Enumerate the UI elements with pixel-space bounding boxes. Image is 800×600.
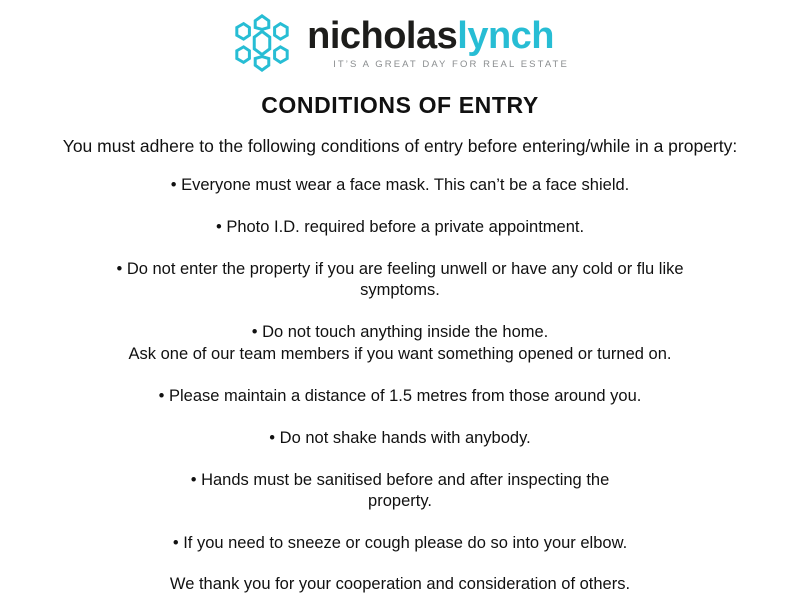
bullet-glyph: •: [215, 218, 222, 237]
closing-text: We thank you for your cooperation and consideration of others.: [169, 575, 631, 594]
list-item: [40, 322, 760, 364]
list-item-line1: Do not touch anything inside the home.: [262, 323, 549, 342]
list-item-line1: If you need to sneeze or cough please do so into your elbow.: [183, 534, 628, 553]
list-item-line1: Please maintain a distance of 1.5 metres from those around you.: [169, 386, 642, 405]
logo-wordmark: [307, 14, 569, 70]
bullet-glyph: •: [116, 260, 123, 279]
bullet-glyph: •: [172, 534, 179, 553]
list-item-line2: symptoms.: [360, 281, 440, 300]
conditions-list: [0, 175, 800, 554]
list-item: [40, 428, 760, 449]
list-item: [40, 259, 760, 301]
bullet-glyph: •: [170, 176, 177, 194]
list-item-line1: Do not shake hands with anybody.: [279, 428, 531, 447]
list-item-line1: Hands must be sanitised before and after inspecting the: [201, 470, 610, 489]
logo-tagline: IT’S A GREAT DAY FOR REAL ESTATE: [333, 58, 569, 70]
list-item-line2: Ask one of our team members if you want something opened or turned on.: [128, 344, 672, 363]
list-item-line1: Everyone must wear a face mask. This can’t be a face shield.: [181, 176, 630, 194]
snowflake-hexagon-logo-mark-icon: [231, 12, 293, 74]
bullet-glyph: •: [269, 428, 276, 447]
brand-logo: [0, 0, 800, 74]
list-item: [40, 533, 760, 554]
bullet-glyph: •: [251, 323, 258, 342]
bullet-glyph: •: [190, 470, 197, 489]
bullet-glyph: •: [158, 386, 165, 405]
intro-text: You must adhere to the following conditions of entry before entering/while in a property:: [62, 136, 738, 156]
list-item: [40, 175, 760, 196]
list-item: [40, 386, 760, 407]
list-item: [40, 470, 760, 512]
logo-word-second: lynch: [457, 14, 555, 57]
logo-words: [307, 14, 555, 57]
list-item: [40, 217, 760, 238]
list-item-line2: property.: [368, 491, 432, 510]
logo-word-first: nicholas: [307, 14, 458, 57]
list-item-line1: Do not enter the property if you are feeling unwell or have any cold or flu like: [126, 260, 684, 279]
list-item-line1: Photo I.D. required before a private appointment.: [226, 218, 585, 237]
page-title: CONDITIONS OF ENTRY: [261, 92, 539, 118]
